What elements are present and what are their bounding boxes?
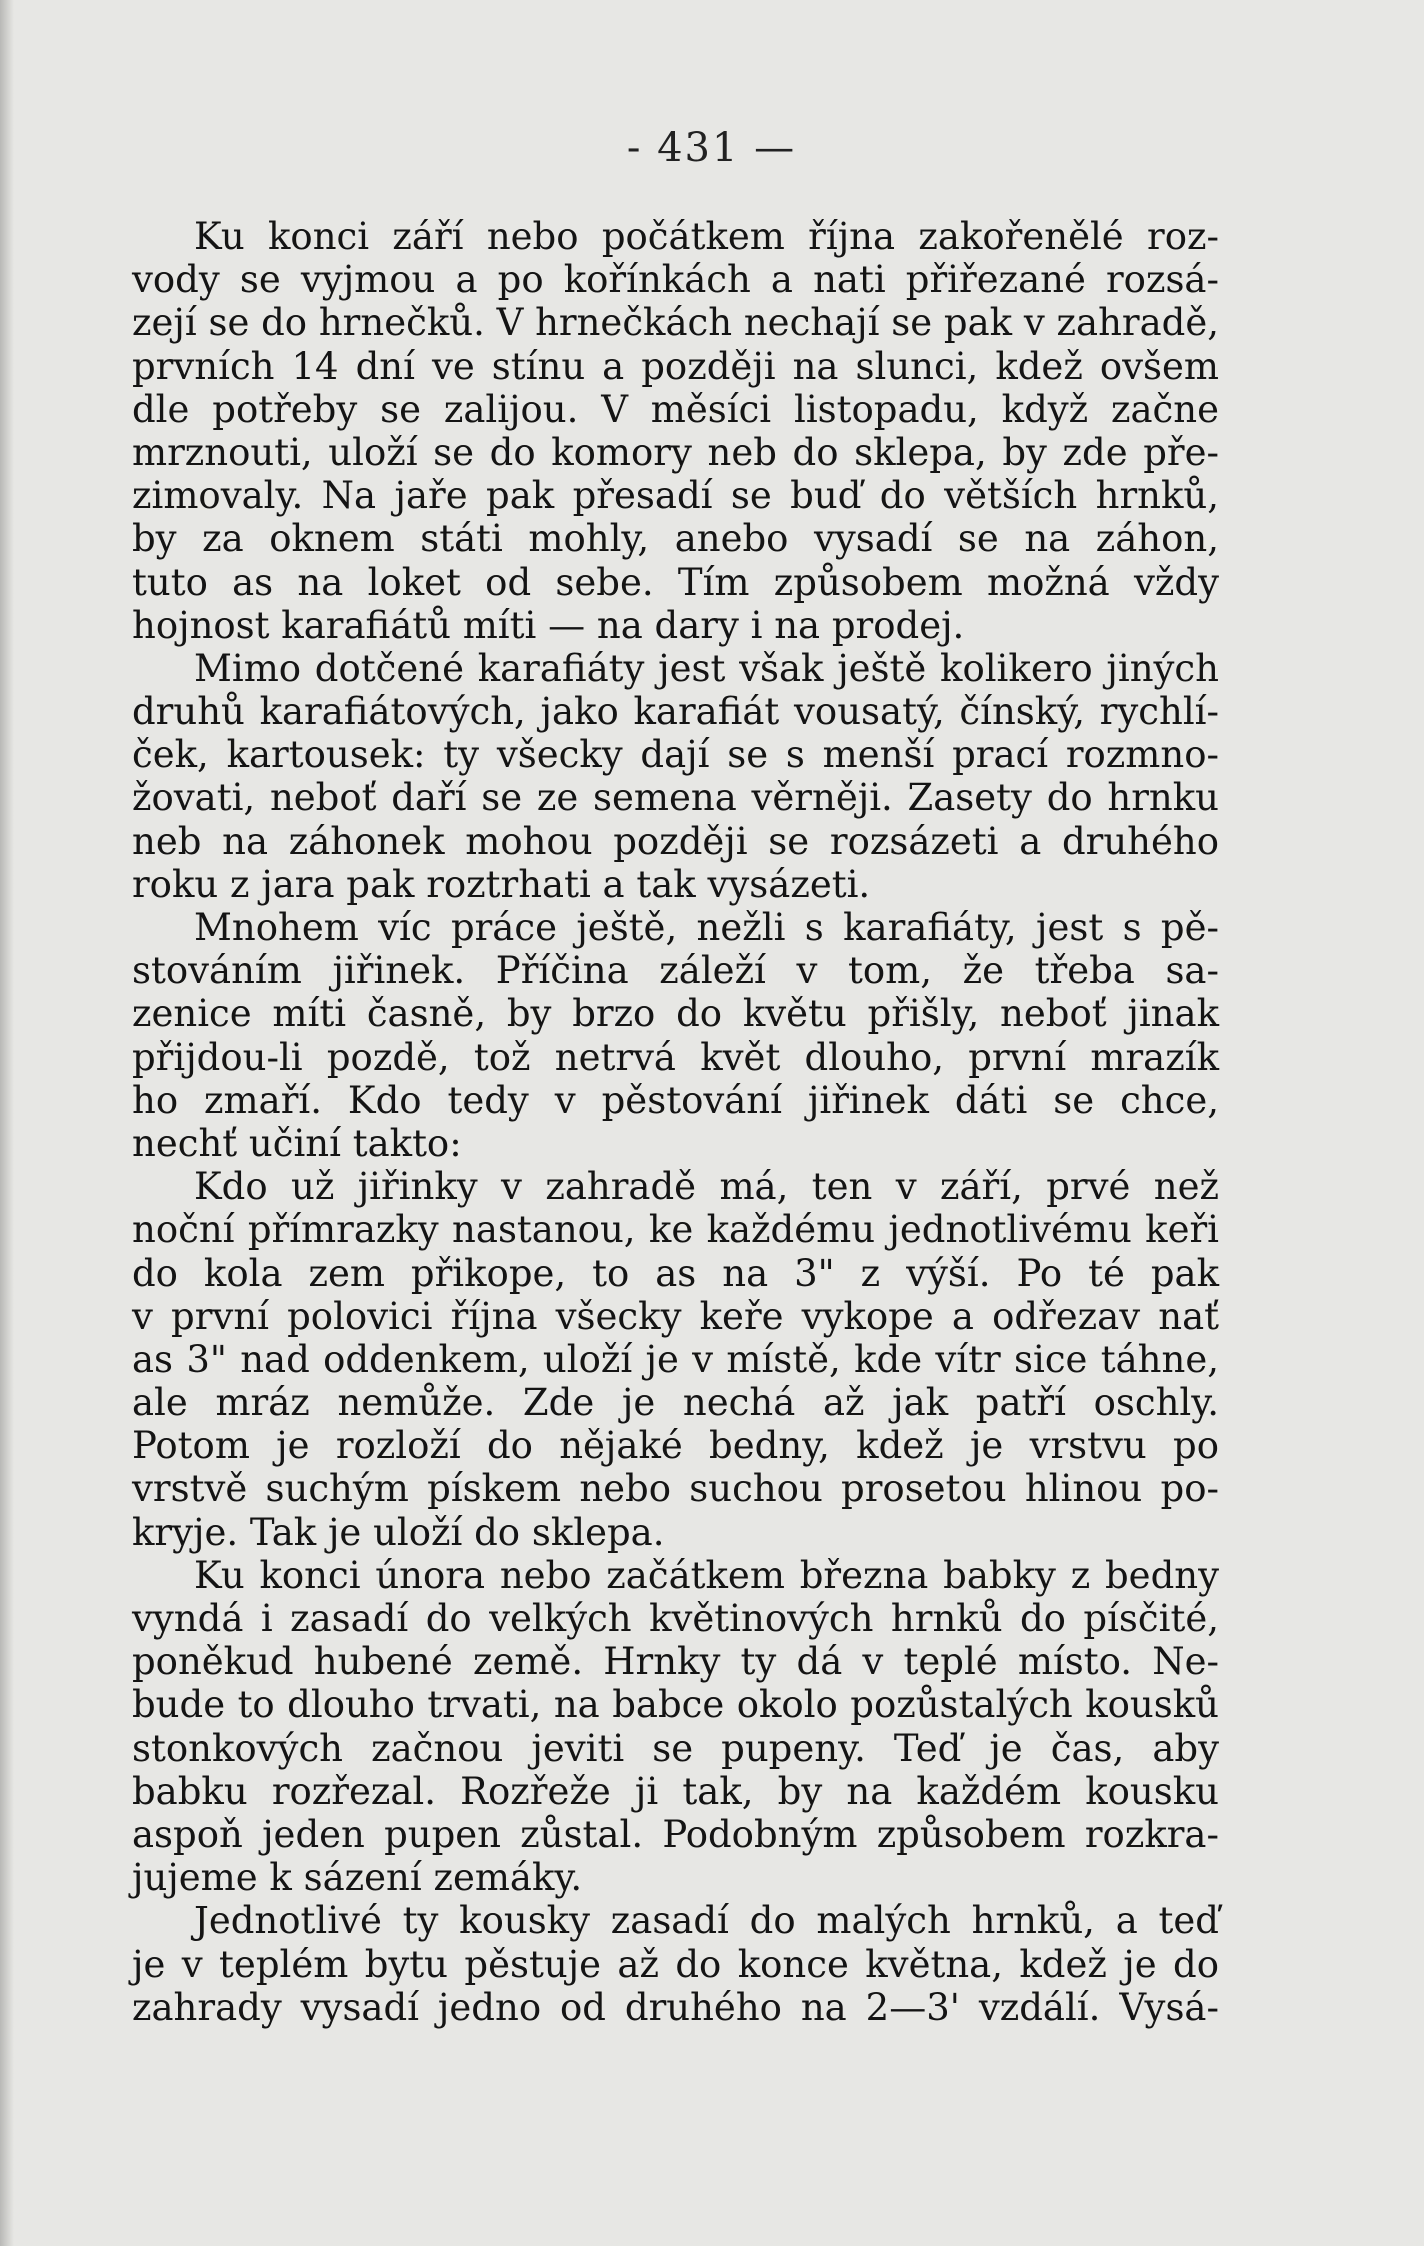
body-text xyxy=(132,215,1219,2029)
text-line: vody se vyjmou a po kořínkách a nati přiřezané rozsá- xyxy=(132,258,1219,302)
text-line: Mnohem víc práce ještě, nežli s karafiáty, jest s pě- xyxy=(194,906,1219,949)
text-line: roku z jara pak roztrhati a tak vysázeti. xyxy=(132,862,871,906)
page-number: - 431 — xyxy=(168,125,1255,171)
text-line: vyndá i zasadí do velkých květinových hrnků do písčité, xyxy=(132,1597,1219,1640)
text-line: mrznouti, uloží se do komory neb do sklepa, by zde pře- xyxy=(132,430,1219,474)
text-line: jujeme k sázení zemáky. xyxy=(132,1856,583,1900)
text-line: neb na záhonek mohou později se rozsázeti a druhého xyxy=(132,819,1219,863)
text-line: babku rozřezal. Rozřeže ji tak, by na každém kousku xyxy=(132,1769,1219,1813)
text-line: stonkových začnou jeviti se pupeny. Teď je čas, aby xyxy=(132,1726,1219,1770)
text-line: kryje. Tak je uloží do sklepa. xyxy=(132,1510,665,1554)
text-line: Jednotlivé ty kousky zasadí do malých hrnků, a teď xyxy=(194,1899,1219,1943)
text-line: noční přímrazky nastanou, ke každému jednotlivému keři xyxy=(132,1208,1219,1252)
text-line: as 3" nad oddenkem, uloží je v místě, kde vítr sice táhne, xyxy=(132,1337,1219,1381)
binding-shadow xyxy=(0,0,14,2246)
text-line: vrstvě suchým pískem nebo suchou prosetou hlinou po- xyxy=(132,1467,1219,1511)
text-line: zimovaly. Na jaře pak přesadí se buď do větších hrnků, xyxy=(132,474,1219,518)
text-line: bude to dlouho trvati, na babce okolo pozůstalých kousků xyxy=(132,1683,1219,1727)
text-line: Kdo už jiřinky v zahradě má, ten v září, prvé než xyxy=(194,1165,1219,1209)
text-line: zahrady vysadí jedno od druhého na 2—3' vzdálí. Vysá- xyxy=(132,1985,1219,2029)
text-line: nechť učiní takto: xyxy=(132,1121,462,1165)
text-line: prvních 14 dní ve stínu a později na slunci, kdež ovšem xyxy=(132,344,1219,388)
text-line: Potom je rozloží do nějaké bedny, kdež je vrstvu po xyxy=(132,1424,1219,1468)
text-line: Ku konci února nebo začátkem března babky z bedny xyxy=(194,1553,1219,1597)
text-line: druhů karafiátových, jako karafiát vousatý, čínský, rychlí- xyxy=(132,690,1219,734)
text-line: do kola zem přikope, to as na 3" z výší. Po té pak xyxy=(132,1251,1219,1295)
text-line: žovati, neboť daří se ze semena věrněji. Zasety do hrnku xyxy=(132,776,1219,820)
text-line: hojnost karafiátů míti — na dary i na prodej. xyxy=(132,603,965,647)
text-line: stováním jiřinek. Příčina záleží v tom, že třeba sa- xyxy=(132,949,1219,993)
text-line: v první polovici října všecky keře vykope a odřezav nať xyxy=(132,1294,1219,1338)
text-line: ček, kartousek: ty všecky dají se s menší prací rozmno- xyxy=(132,733,1219,777)
text-line: ho zmaří. Kdo tedy v pěstování jiřinek dáti se chce, xyxy=(132,1078,1219,1122)
text-line: dle potřeby se zalijou. V měsíci listopadu, když začne xyxy=(132,387,1219,431)
text-line: Mimo dotčené karafiáty jest však ještě kolikero jiných xyxy=(194,646,1219,690)
text-line: ale mráz nemůže. Zde je nechá až jak patří oschly. xyxy=(132,1381,1219,1425)
text-line: tuto as na loket od sebe. Tím způsobem možná vždy xyxy=(132,560,1219,604)
text-line: by za oknem státi mohly, anebo vysadí se na záhon, xyxy=(132,517,1219,561)
text-line: aspoň jeden pupen zůstal. Podobným způsobem rozkra- xyxy=(132,1812,1219,1856)
text-line: zenice míti časně, by brzo do květu přišly, neboť jinak xyxy=(132,992,1219,1036)
text-line: Ku konci září nebo počátkem října zakořenělé roz- xyxy=(194,215,1219,258)
text-line: zejí se do hrnečků. V hrnečkách nechají se pak v zahradě, xyxy=(132,301,1219,345)
text-line: poněkud hubené země. Hrnky ty dá v teplé místo. Ne- xyxy=(132,1640,1219,1684)
text-line: přijdou-li pozdě, tož netrvá květ dlouho, první mrazík xyxy=(132,1035,1219,1079)
text-line: je v teplém bytu pěstuje až do konce května, kdež je do xyxy=(132,1942,1219,1986)
